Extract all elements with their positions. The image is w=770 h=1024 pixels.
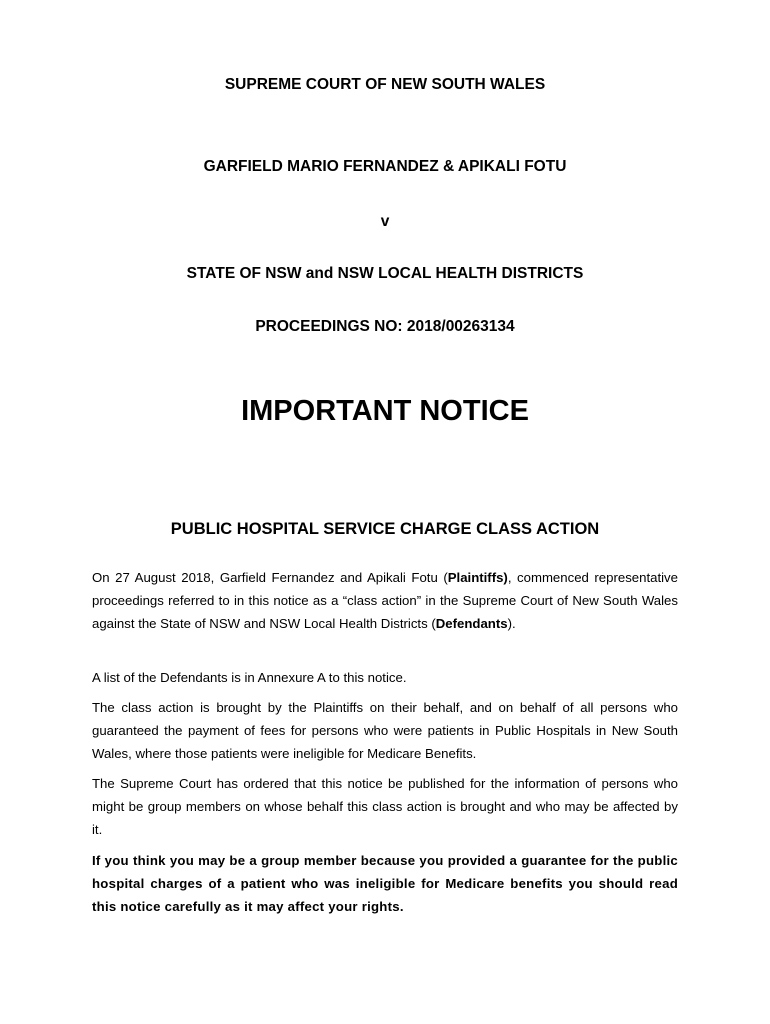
court-name: SUPREME COURT OF NEW SOUTH WALES [224, 76, 546, 93]
notice-title: IMPORTANT NOTICE [241, 395, 529, 427]
proceedings-number: PROCEEDINGS NO: 2018/00263134 [255, 318, 515, 335]
p3-text: The class action is brought by the Plaintiffs on their behalf, and on behalf of all persons who guaranteed the payment of fees for persons who were patients in Public Hospitals in New South Wales, where those patients were ineligible for Medicare Benefits. [92, 700, 678, 762]
p1-text-a: On 27 August 2018, Garfield Fernandez and Apikali Fotu ( [92, 570, 448, 585]
defendants-heading: STATE OF NSW and NSW LOCAL HEALTH DISTRICTS [186, 265, 584, 282]
versus-heading: v [380, 213, 390, 230]
p1-text-e: ). [507, 616, 516, 632]
paragraph-intro [92, 566, 678, 636]
paragraph-warning [92, 849, 678, 919]
paragraph-class-scope [92, 696, 678, 766]
p1-plaintiffs-term: Plaintiffs) [447, 570, 508, 585]
p4-text: The Supreme Court has ordered that this notice be published for the information of persons who might be group members on whose behalf this class action is brought and who may be affected by it. [92, 776, 678, 838]
p5-text: If you think you may be a group member because you provided a guarantee for the public hospital charges of a patient who was ineligible for Medicare benefits you should read this notice carefully as it may affect your rights. [92, 853, 678, 915]
p1-text-c: , commenced representative proceedings referred to in this notice as a “class action” in the Supreme Court of New South Wales against the State of NSW and NSW Local Health Districts ( [92, 570, 678, 632]
p1-defendants-term: Defendants [435, 616, 508, 632]
class-action-subtitle: PUBLIC HOSPITAL SERVICE CHARGE CLASS ACTION [170, 520, 600, 538]
paragraph-court-order [92, 772, 678, 842]
plaintiffs-heading: GARFIELD MARIO FERNANDEZ & APIKALI FOTU [203, 158, 567, 175]
paragraph-annexure [92, 666, 678, 689]
p2-text: A list of the Defendants is in Annexure A to this notice. [92, 670, 407, 685]
